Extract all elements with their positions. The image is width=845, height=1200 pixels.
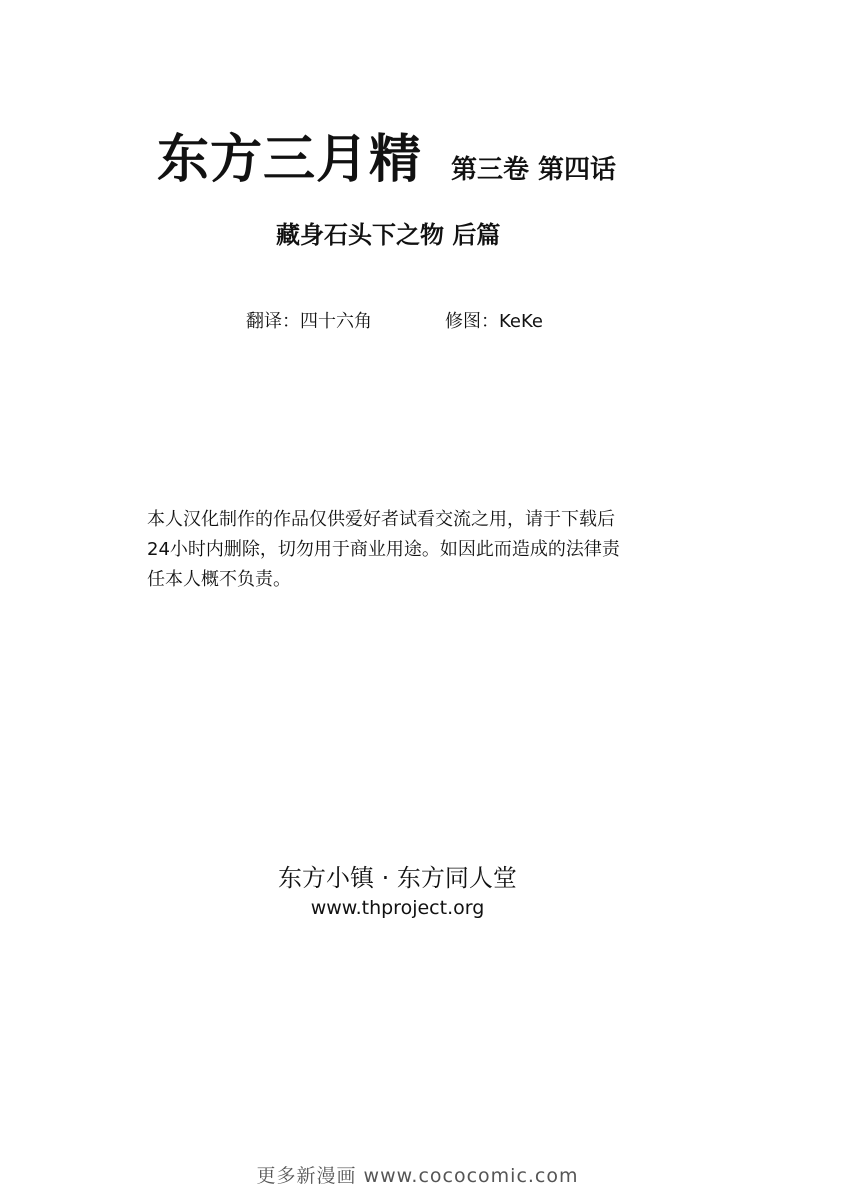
translator-credit: 翻译：四十六角 (246, 311, 372, 332)
group-name: 东方小镇 · 东方同人堂 (278, 864, 517, 892)
group-url: www.thproject.org (310, 897, 485, 919)
disclaimer-line: 本人汉化制作的作品仅供爱好者试看交流之用，请于下载后 (147, 509, 615, 530)
site-watermark: 更多新漫画 www.cococomic.com (256, 1165, 579, 1187)
editor-credit: 修图：KeKe (445, 311, 543, 332)
page-title: 东方三月精 (157, 130, 423, 190)
disclaimer-line: 任本人概不负责。 (147, 569, 291, 590)
disclaimer-text (147, 505, 687, 595)
volume-chapter-label: 第三卷 第四话 (451, 155, 617, 185)
chapter-subtitle: 藏身石头下之物 后篇 (276, 221, 501, 249)
disclaimer-line: 24小时内删除，切勿用于商业用途。如因此而造成的法律责 (147, 539, 620, 560)
